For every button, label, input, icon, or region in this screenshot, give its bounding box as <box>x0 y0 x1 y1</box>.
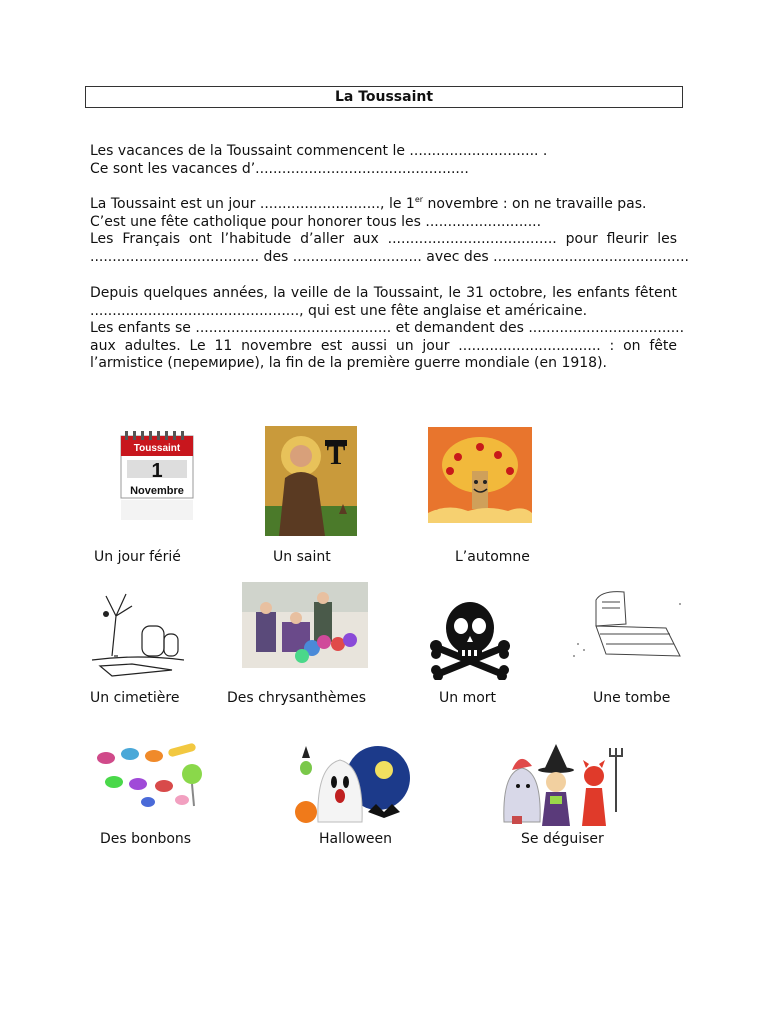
calendar-day: 1 <box>151 460 163 482</box>
caption-halloween: Halloween <box>319 831 393 847</box>
text-line: l’armistice (перемирие), la fin de la première guerre mondiale (en 1918). <box>90 355 607 371</box>
paragraph-halloween <box>90 285 685 373</box>
costumes-image <box>498 742 626 826</box>
caption-saint: Un saint <box>273 549 331 565</box>
caption-bonbons: Des bonbons <box>100 831 192 847</box>
saint-letter: T <box>326 440 346 471</box>
caption-jour-ferie: Un jour férié <box>94 549 181 565</box>
superscript: er <box>414 195 424 204</box>
chrysanthemums-image <box>242 582 368 668</box>
cemetery-image <box>92 576 184 684</box>
text-line: aux adultes. Le 11 novembre est aussi un jour ................................ : on fête <box>90 337 677 354</box>
paragraph-toussaint <box>90 195 689 266</box>
saint-image <box>265 426 357 536</box>
text-line: Les enfants se ............................................ et demandent des ................................... <box>90 320 685 336</box>
text-line: ..............................................., qui est une fête anglaise et américaine. <box>90 302 588 319</box>
page-title: La Toussaint <box>85 86 683 108</box>
skull-image <box>428 596 512 680</box>
tomb-image <box>570 584 686 664</box>
calendar-month: Novembre <box>130 485 184 497</box>
caption-mort: Un mort <box>439 690 497 706</box>
caption-tombe: Une tombe <box>593 690 671 706</box>
calendar-top-text: Toussaint <box>133 443 181 454</box>
text-line: Les vacances de la Toussaint commencent le ............................. . <box>90 143 548 159</box>
candies-image <box>92 738 210 810</box>
autumn-tree-image <box>428 427 532 523</box>
calendar-image <box>117 428 197 528</box>
text-line: Depuis quelques années, la veille de la Toussaint, le 31 octobre, les enfants fêtent <box>90 285 677 301</box>
caption-deguiser: Se déguiser <box>521 831 604 847</box>
text-segment: La Toussaint est un jour ..........................., le 1 <box>90 196 415 212</box>
caption-chrysanthemes: Des chrysanthèmes <box>227 690 367 706</box>
text-line <box>90 196 677 214</box>
caption-cimetiere: Un cimetière <box>90 690 180 706</box>
halloween-image <box>288 742 410 824</box>
text-segment: novembre : on ne travaille pas. <box>423 196 647 212</box>
text-line: Ce sont les vacances d’................................................ <box>90 160 469 177</box>
text-line: C’est une fête catholique pour honorer tous les .......................... <box>90 213 542 230</box>
paragraph-vacances <box>90 143 677 178</box>
text-line: ...................................... des ............................. avec des ............................................ <box>90 248 689 265</box>
text-line: Les Français ont l’habitude d’aller aux ...................................... pour fleurir les <box>90 231 677 247</box>
caption-automne: L’automne <box>455 549 530 565</box>
